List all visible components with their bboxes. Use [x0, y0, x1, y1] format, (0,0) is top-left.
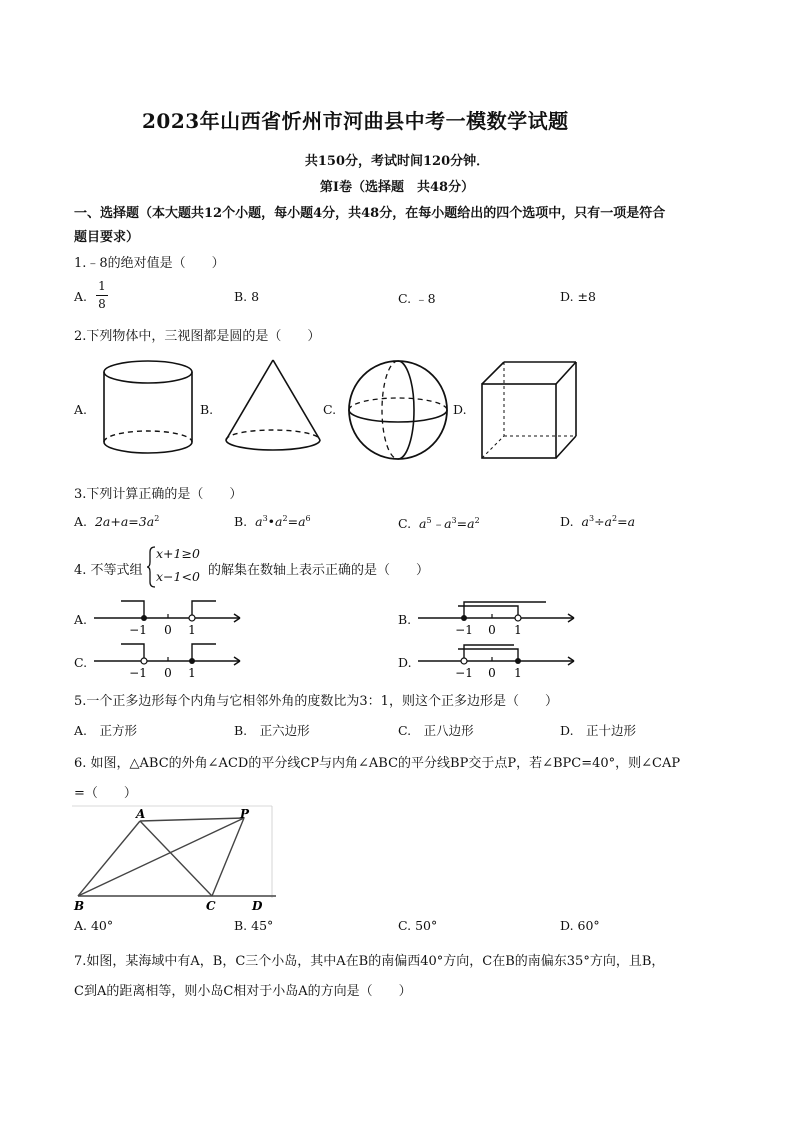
q5-stem: 5.一个正多边形每个内角与它相邻外角的度数比为3：1，则这个正多边形是（ ）: [74, 694, 558, 709]
q4-stem-suffix: 的解集在数轴上表示正确的是（ ）: [208, 563, 430, 578]
q3-b-exp2: 2: [282, 514, 288, 523]
part-heading: 第Ⅰ卷（选择题 共48分）: [319, 180, 475, 195]
q3-d-exp2: 2: [612, 514, 618, 523]
q6-stem-line2: =（ ）: [74, 786, 137, 801]
tick-label: −1: [455, 623, 473, 637]
q5-option-c: C. 正八边形: [398, 723, 474, 738]
q4-stem-prefix: 4. 不等式组: [74, 563, 143, 578]
tick-label: 1: [514, 623, 522, 637]
q6-option-d: D. 60°: [560, 918, 600, 933]
q3-option-d: [560, 514, 635, 529]
q7-stem-line1: 7.如图，某海域中有A，B，C三个小岛，其中A在B的南偏西40°方向，C在B的南偏东35°方向，且B，: [74, 954, 665, 969]
q6-option-a: A. 40°: [74, 918, 114, 933]
q1-option-c: C. ﹣8: [398, 291, 436, 306]
point-label-b: B: [74, 899, 85, 913]
q3-c-exp1: 5: [426, 515, 432, 525]
q2-option-c-label: C.: [323, 402, 337, 417]
q1-option-a-label: A.: [74, 289, 88, 304]
tick-label: 0: [164, 623, 172, 637]
sphere-figure: [346, 358, 450, 462]
q2-option-b-label: B.: [200, 402, 214, 417]
q3-a-exponent: 2: [154, 514, 160, 523]
section-heading-line2: 题目要求）: [74, 230, 140, 245]
q3-a-label: A.: [74, 514, 88, 530]
q3-b-base: a: [255, 514, 263, 530]
q4-option-d-label: D.: [398, 655, 412, 670]
q6-option-c: C. 50°: [398, 918, 438, 933]
number-line-c: [94, 641, 246, 681]
q3-b-mid: •a: [267, 514, 283, 530]
q3-d-exp1: 3: [588, 514, 595, 523]
q3-d-mid: ÷a: [594, 514, 612, 530]
q3-a-expr: 2a+a=3a: [94, 514, 155, 530]
tick-label: 1: [514, 666, 522, 680]
q1-option-a-fraction: [96, 279, 108, 312]
q3-option-b: [234, 514, 311, 529]
q3-b-exp1: 3: [262, 514, 268, 523]
q6-option-b: B. 45°: [234, 918, 274, 933]
q2-option-a-label: A.: [74, 402, 88, 417]
q2-option-d-label: D.: [453, 402, 467, 417]
q1-option-d: D. ±8: [560, 289, 596, 304]
q3-option-c: [398, 514, 480, 532]
q1-stem: 1.﹣8的绝对值是（ ）: [74, 256, 225, 271]
tick-label: 1: [188, 623, 196, 637]
q4-option-a-label: A.: [74, 612, 88, 627]
q3-d-eq: =a: [617, 514, 636, 530]
q4-inequality-1: x+1≥0: [156, 546, 200, 561]
q3-c-exp3: 2: [474, 515, 480, 525]
q3-b-label: B.: [234, 514, 248, 530]
q5-option-d: D. 正十边形: [560, 723, 637, 738]
number-line-b: [418, 598, 580, 638]
tick-label: 0: [164, 666, 172, 680]
q3-c-exp2: 3: [451, 515, 457, 525]
q5-option-b: B. 正六边形: [234, 723, 310, 738]
q5-option-a: A. 正方形: [74, 723, 138, 738]
q1-option-b: B. 8: [234, 289, 260, 304]
q3-b-exp3: 6: [305, 514, 311, 523]
tick-label: −1: [129, 623, 147, 637]
q3-b-eq: =a: [287, 514, 306, 530]
q1-fraction-numerator: 1: [98, 279, 106, 293]
cube-figure: [478, 360, 580, 462]
point-label-c: C: [206, 899, 216, 913]
q4-option-b-label: B.: [398, 612, 412, 627]
triangle-figure: [72, 806, 282, 914]
tick-label: 0: [488, 666, 496, 680]
tick-label: −1: [455, 666, 473, 680]
page-title: 2023年山西省忻州市河曲县中考一模数学试题: [142, 109, 569, 133]
section-heading-line1: 一、选择题（本大题共12个小题，每小题4分，共48分，在每小题给出的四个选项中，只有一项是符合: [74, 206, 666, 221]
q3-c-base: a: [419, 516, 427, 531]
q3-c-label: C.: [398, 516, 412, 531]
number-line-a: [94, 598, 246, 638]
cylinder-figure: [100, 358, 196, 458]
q3-stem: 3.下列计算正确的是（ ）: [74, 487, 243, 502]
q2-stem: 2.下列物体中，三视图都是圆的是（ ）: [74, 329, 321, 344]
q3-d-label: D.: [560, 514, 574, 530]
fraction-bar: [96, 295, 108, 296]
q3-d-base: a: [581, 514, 589, 530]
q3-c-mid: ﹣a: [431, 516, 452, 531]
q3-c-eq: =a: [456, 516, 475, 531]
number-line-d: [418, 641, 580, 681]
point-label-a: A: [136, 807, 146, 821]
exam-info: 共150分，考试时间120分钟．: [304, 154, 490, 169]
q3-option-a: [74, 514, 159, 529]
point-label-d: D: [252, 899, 263, 913]
point-label-p: P: [240, 807, 250, 821]
tick-label: 1: [188, 666, 196, 680]
q6-stem-line1: 6. 如图，△ABC的外角∠ACD的平分线CP与内角∠ABC的平分线BP交于点P，若∠BPC=40°，则∠CAP: [74, 756, 681, 771]
q7-stem-line2: C到A的距离相等，则小岛C相对于小岛A的方向是（ ）: [74, 984, 412, 999]
q4-inequality-2: x−1<0: [156, 569, 200, 584]
q1-fraction-denominator: 8: [98, 297, 106, 311]
tick-label: −1: [129, 666, 147, 680]
cone-figure: [222, 358, 324, 458]
tick-label: 0: [488, 623, 496, 637]
system-brace: [146, 546, 156, 588]
q4-option-c-label: C.: [74, 655, 88, 670]
